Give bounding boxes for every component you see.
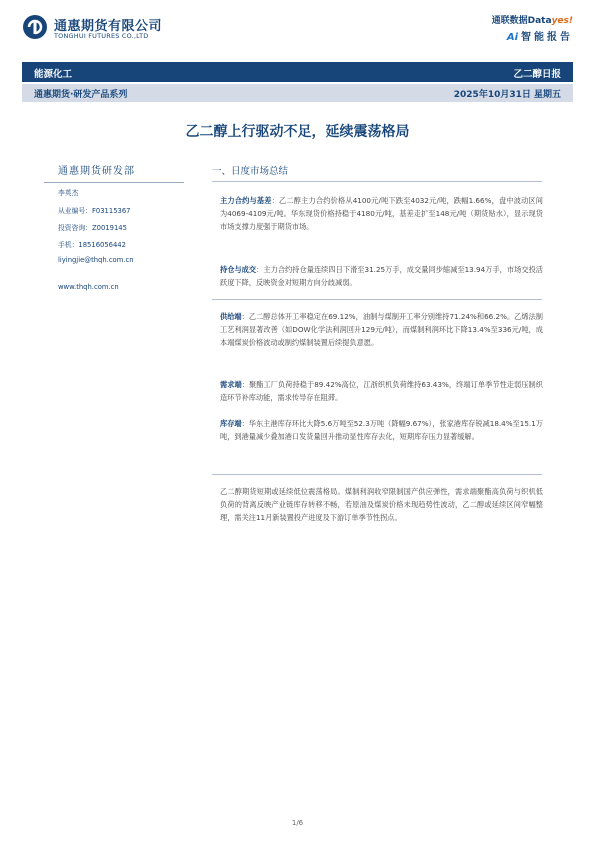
- report-type-label: 乙二醇日报: [513, 69, 561, 80]
- report-date: 2025年10月31日 星期五: [453, 90, 561, 100]
- paragraph-text: ：乙二醇主力合约价格从4100元/吨下跌至4032元/吨，跌幅1.66%，盘中波动区间为4069-4109元/吨。华东现货价格持稳于4180元/吨，基差走扩至148元/吨（期货贴水），显示现货市场支撑力度强于期货市场。: [220, 196, 543, 231]
- analyst-name: 李英杰: [58, 189, 79, 197]
- analyst-phone: 手机：18516056442: [58, 241, 126, 249]
- category-bar: [22, 62, 573, 82]
- section-divider: [212, 181, 542, 182]
- analyst-consult-id: 投资咨询：Z0019145: [58, 224, 127, 232]
- analyst-license: 从业编号：F03115367: [58, 207, 131, 215]
- paragraph-text: ：乙二醇总体开工率稳定在69.12%，油制与煤制开工率分别维持71.24%和66.2%。乙烯法制工艺利润显著改善（如DOW化学法利润回升129元/吨），而煤制利润环比下降13.4%至336元/吨，成本端煤炭价格波动或制约煤制装置后续提负意愿。: [220, 312, 543, 347]
- paragraph-text: ：主力合约持仓量连续四日下滑至31.25万手，成交量同步缩减至13.94万手，市场交投活跃度下降，反映资金对短期方向分歧减弱。: [220, 265, 543, 287]
- paragraph-contract-basis: [220, 194, 543, 233]
- paragraph-outlook: [220, 485, 543, 524]
- sidebar-divider: [44, 182, 184, 183]
- report-label: 智能报告: [521, 32, 573, 43]
- ai-icon: Ai: [506, 32, 518, 43]
- paragraph-supply: [220, 310, 543, 349]
- category-label: 能源化工: [34, 69, 73, 80]
- datayes-suffix: yes!: [551, 16, 573, 26]
- company-website[interactable]: www.thqh.com.cn: [58, 283, 119, 291]
- paragraph-position-volume: [220, 263, 543, 289]
- sidebar-title: 通惠期货研发部: [58, 166, 135, 177]
- company-logo-icon: [22, 14, 48, 40]
- series-label: 通惠期货·研发产品系列: [34, 90, 128, 100]
- datayes-logo: [492, 13, 573, 26]
- paragraph-demand: [220, 378, 543, 404]
- paragraph-label: 供给端: [220, 312, 242, 321]
- paragraph-text: 乙二醇期货短期或延续低位震荡格局。煤制利润收窄限制国产供应弹性，需求端聚酯高负荷与织机低负荷的背离反映产业链库存转移不畅，若原油及煤炭价格未现趋势性波动，乙二醇或延续区间窄幅整理，需关注11月新装置投产进度及下游订单季节性拐点。: [220, 487, 543, 522]
- section-heading: 一、日度市场总结: [212, 166, 289, 177]
- analyst-email[interactable]: liyingjie@thqh.com.cn: [58, 256, 134, 264]
- company-name-cn: 通惠期货有限公司: [54, 19, 163, 34]
- paragraph-label: 库存端: [220, 419, 242, 428]
- page-number: 1/6: [291, 819, 304, 827]
- series-bar: [22, 84, 573, 102]
- paragraph-text: ：聚酯工厂负荷持稳于89.42%高位，江浙织机负荷维持63.43%，终端订单季节性走弱压制织造环节补库动能，需求传导存在阻滞。: [220, 380, 543, 402]
- paragraph-text: ：华东主港库存环比大降5.6万吨至52.3万吨（降幅9.67%），张家港库存锐减18.4%至15.1万吨，到港量减少叠加港口发货量回升推动显性库存去化，短期库存压力显著缓解。: [220, 419, 543, 441]
- paragraph-label: 持仓与成交: [220, 265, 257, 274]
- paragraph-label: 需求端: [220, 380, 242, 389]
- company-name-en: TONGHUI FUTURES CO.,LTD: [54, 32, 149, 40]
- paragraph-divider: [212, 299, 542, 300]
- paragraph-label: 主力合约与基差: [220, 196, 272, 205]
- paragraph-inventory: [220, 417, 543, 443]
- ai-report-label: [507, 28, 573, 43]
- report-title: 乙二醇上行驱动不足，延续震荡格局: [185, 124, 410, 140]
- datayes-prefix: 通联数据Data: [491, 16, 552, 26]
- paragraph-divider: [212, 474, 542, 475]
